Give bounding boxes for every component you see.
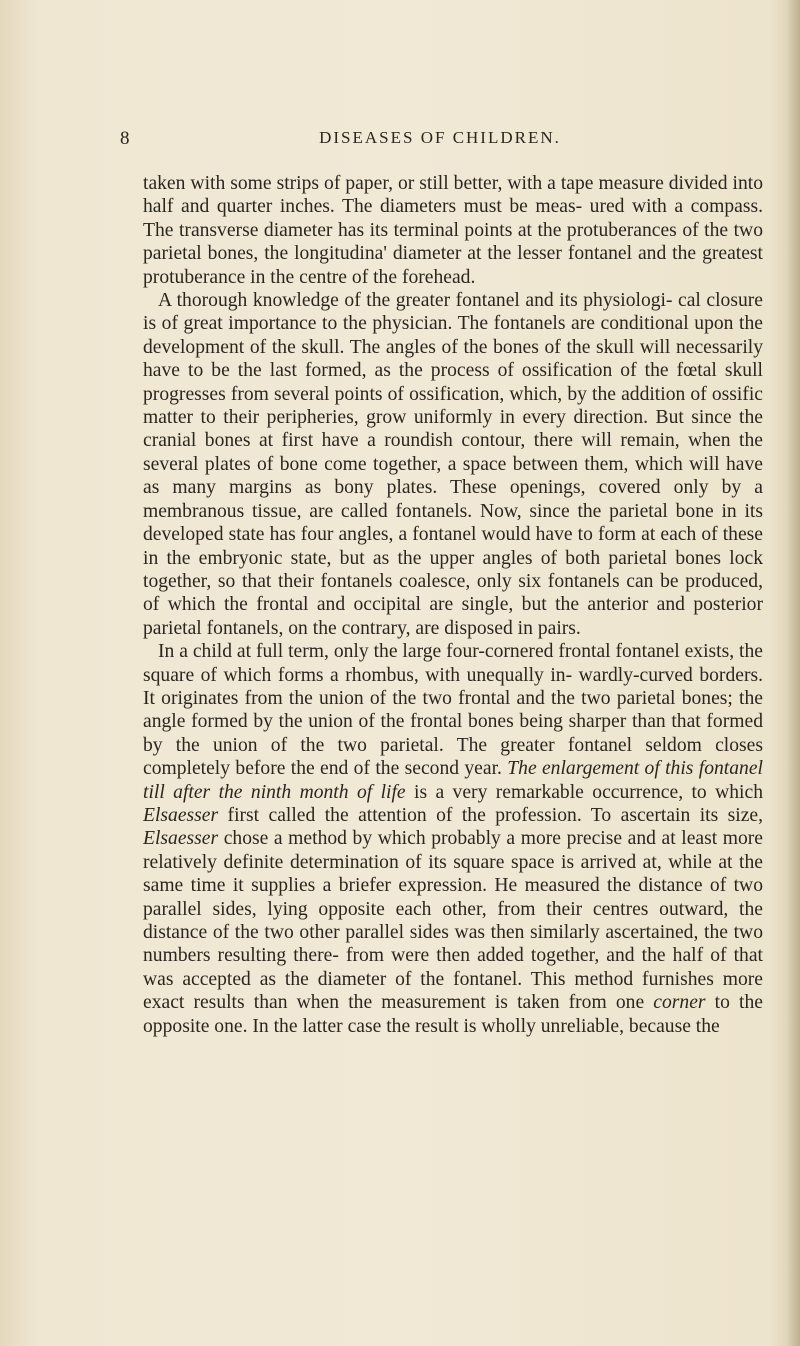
page-number: 8 <box>120 128 131 149</box>
paragraph-text: to the opposite one. In the latter case the result is wholly unreliable, because the <box>143 992 763 1037</box>
running-head: DISEASES OF CHILDREN. <box>319 128 561 147</box>
paragraph-text: In a child at full term, only the large four-cornered frontal fontanel exists, the square of which forms a rhombus, with unequally in- wardly-curved borders. It originates from the union of the two frontal and the two parietal bones; the angle formed by the union of the frontal bones being sharper than that formed by the union of the two parietal. The greater fontanel seldom closes completely before the end of the second year. <box>143 641 763 780</box>
paragraph <box>143 172 763 289</box>
body-text <box>143 172 763 1038</box>
italic-text: Elsaesser <box>143 804 219 826</box>
page-edge-shadow <box>786 0 800 1346</box>
page-header <box>120 128 760 152</box>
italic-text: Elsaesser <box>143 828 219 850</box>
paragraph-text: taken with some strips of paper, or still better, with a tape measure divided into half and quarter inches. The diameters must be meas- ured with a compass. The transverse diameter has its terminal points at the protuberances of the two parietal bones, the longitudina' diameter at the lesser fontanel and the greatest protuberance in the centre of the forehead. <box>143 173 763 288</box>
paragraph-text: A thorough knowledge of the greater fontanel and its physiologi- cal closure is of great importance to the physician. The fontanels are conditional upon the development of the skull. The angles of the bones of the skull will necessarily have to be the last formed, as the process of ossification of the fœtal skull progresses from several points of ossification, which, by the addition of ossific matter to their peripheries, grow uniformly in every direction. But since the cranial bones at first have a roundish contour, there will remain, when the several plates of bone come together, a space between them, which will have as many margins as bony plates. These openings, covered only by a membranous tissue, are called fontanels. Now, since the parietal bone in its developed state has four angles, a fontanel would have to form at each of these in the embryonic state, but as the upper angles of both parietal bones lock together, so that their fontanels coalesce, only six fontanels can be produced, of which the frontal and occipital are single, but the anterior and posterior parietal fontanels, on the contrary, are disposed in pairs. <box>143 290 763 639</box>
paragraph-text: first called the attention of the profession. To ascertain its size, <box>218 804 763 826</box>
paragraph <box>143 289 763 640</box>
italic-text: The enlargement of this fontanel till after the ninth month of life <box>143 758 763 803</box>
paragraph-text: chose a method by which probably a more precise and at least more relatively definite determination of its square space is arrived at, while at the same time it supplies a briefer expression. He measured the distance of two parallel sides, lying opposite each other, from their centres outward, the distance of the two other parallel sides was then similarly ascertained, the two numbers resulting there- from were then added together, and the half of that was accepted as the diameter of the fontanel. This method furnishes more exact results than when the measurement is taken from one <box>143 828 763 1014</box>
paragraph <box>143 640 763 1038</box>
paragraph-text: is a very remarkable occurrence, to which <box>405 781 763 803</box>
italic-text: corner <box>653 992 706 1014</box>
